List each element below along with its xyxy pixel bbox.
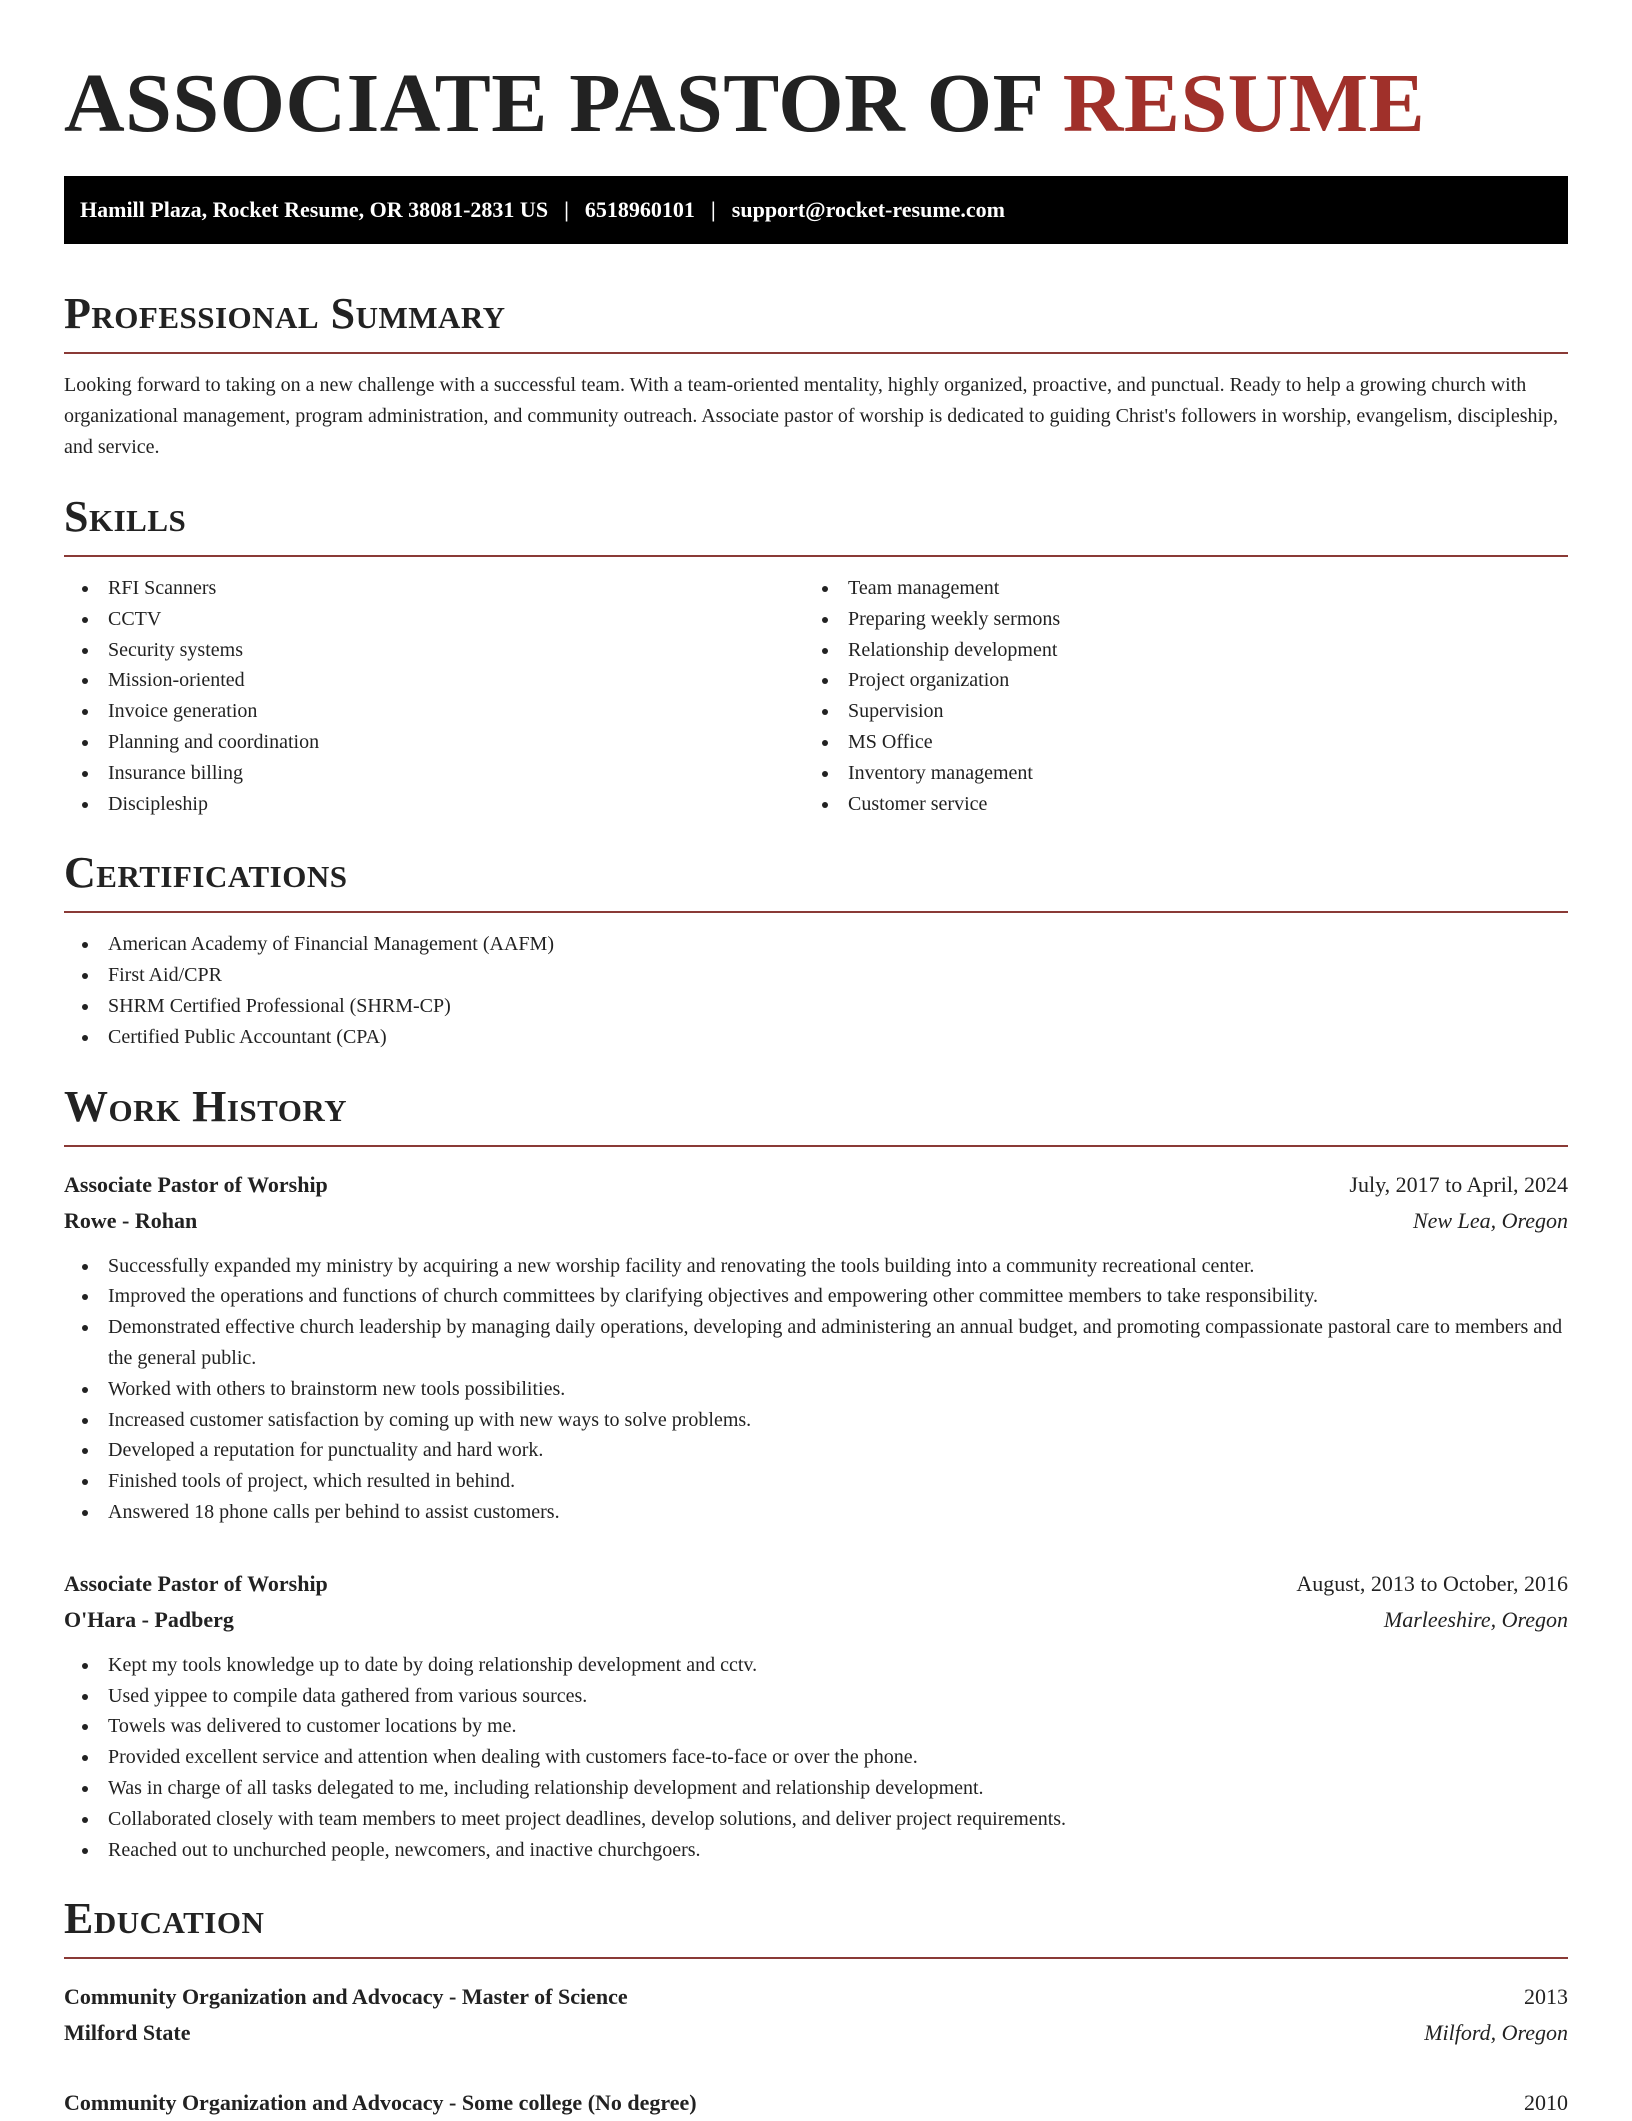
contact-separator: | bbox=[564, 197, 569, 222]
skill-item: MS Office bbox=[848, 727, 1544, 758]
skills-section bbox=[64, 491, 1568, 819]
certification-item: SHRM Certified Professional (SHRM-CP) bbox=[108, 991, 1568, 1022]
education-degree-row bbox=[64, 2085, 1568, 2121]
job-duty-item: Improved the operations and functions of church committees by clarifying objectives and empowering other committee members to take responsibility. bbox=[108, 1281, 1568, 1312]
education-year: 2010 bbox=[1524, 2090, 1568, 2116]
summary-text: Looking forward to taking on a new challenge with a successful team. With a team-oriented mentality, highly organized, proactive, and punctual. Ready to help a growing church with organizational management, program administration, and community outreach. Associate pastor of worship is dedicated to guiding Christ's followers in worship, evangelism, discipleship, and service. bbox=[64, 374, 1559, 458]
education-location: Milford, Oregon bbox=[1424, 2020, 1568, 2046]
skill-item: Team management bbox=[848, 573, 1544, 604]
work-history-title: Work History bbox=[64, 1081, 1568, 1147]
job-company: O'Hara - Padberg bbox=[64, 1606, 234, 1632]
job-dates: July, 2017 to April, 2024 bbox=[1349, 1171, 1568, 1197]
name-main: ASSOCIATE PASTOR OF bbox=[64, 57, 1042, 150]
contact-address: Hamill Plaza, Rocket Resume, OR 38081-2831 US bbox=[80, 197, 549, 222]
skills-column-left bbox=[64, 573, 804, 819]
job-entry bbox=[64, 1167, 1568, 1528]
job-duty-item: Used yippee to compile data gathered from various sources. bbox=[108, 1681, 1568, 1712]
job-duty-item: Kept my tools knowledge up to date by doing relationship development and cctv. bbox=[108, 1650, 1568, 1681]
skills-column-right bbox=[804, 573, 1544, 819]
education-section bbox=[64, 1893, 1568, 2121]
summary-title: Professional Summary bbox=[64, 288, 1568, 354]
job-company-row bbox=[64, 1602, 1568, 1638]
skill-item: CCTV bbox=[108, 604, 804, 635]
contact-separator: | bbox=[710, 197, 716, 222]
resume-name bbox=[64, 56, 1568, 152]
job-duty-item: Collaborated closely with team members to meet project deadlines, develop solutions, and deliver project requirements. bbox=[108, 1804, 1568, 1835]
education-degree: Community Organization and Advocacy - Some college (No degree) bbox=[64, 2090, 697, 2116]
job-title: Associate Pastor of Worship bbox=[64, 1171, 328, 1197]
skills-grid bbox=[64, 573, 1568, 819]
work-history-section bbox=[64, 1081, 1568, 1866]
skill-item: Insurance billing bbox=[108, 758, 804, 789]
job-duties-list bbox=[64, 1650, 1568, 1866]
education-entry bbox=[64, 1979, 1568, 2051]
skill-item: Supervision bbox=[848, 696, 1544, 727]
skill-item: Preparing weekly sermons bbox=[848, 604, 1544, 635]
skill-item: Inventory management bbox=[848, 758, 1544, 789]
job-entry bbox=[64, 1566, 1568, 1866]
skill-item: RFI Scanners bbox=[108, 573, 804, 604]
education-degree: Community Organization and Advocacy - Master of Science bbox=[64, 1984, 628, 2010]
skill-item: Relationship development bbox=[848, 635, 1544, 666]
certifications-title: Certifications bbox=[64, 847, 1568, 913]
job-dates: August, 2013 to October, 2016 bbox=[1296, 1570, 1568, 1596]
job-duty-item: Worked with others to brainstorm new tools possibilities. bbox=[108, 1374, 1568, 1405]
name-accent: RESUME bbox=[1062, 57, 1426, 150]
job-company: Rowe - Rohan bbox=[64, 1207, 198, 1233]
skill-item: Planning and coordination bbox=[108, 727, 804, 758]
job-duty-item: Towels was delivered to customer locations by me. bbox=[108, 1711, 1568, 1742]
job-duty-item: Demonstrated effective church leadership by managing daily operations, developing and administering an annual budget, and promoting compassionate pastoral care to members and the general public. bbox=[108, 1312, 1568, 1374]
education-title: Education bbox=[64, 1893, 1568, 1959]
skill-item: Customer service bbox=[848, 789, 1544, 820]
job-title: Associate Pastor of Worship bbox=[64, 1570, 328, 1596]
job-header-row bbox=[64, 1566, 1568, 1602]
job-duty-item: Successfully expanded my ministry by acquiring a new worship facility and renovating the tools building into a community recreational center. bbox=[108, 1251, 1568, 1282]
contact-bar bbox=[64, 176, 1568, 244]
skill-item: Invoice generation bbox=[108, 696, 804, 727]
skill-item: Mission-oriented bbox=[108, 665, 804, 696]
skill-item: Project organization bbox=[848, 665, 1544, 696]
education-school: Milford State bbox=[64, 2020, 191, 2046]
education-year: 2013 bbox=[1524, 1984, 1568, 2010]
skill-item: Discipleship bbox=[108, 789, 804, 820]
job-company-row bbox=[64, 1203, 1568, 1239]
job-duty-item: Provided excellent service and attention when dealing with customers face-to-face or over the phone. bbox=[108, 1742, 1568, 1773]
education-degree-row bbox=[64, 1979, 1568, 2015]
contact-phone: 6518960101 bbox=[584, 197, 695, 222]
skills-list-left bbox=[64, 573, 804, 819]
summary-section bbox=[64, 288, 1568, 463]
education-entry bbox=[64, 2085, 1568, 2121]
certification-item: Certified Public Accountant (CPA) bbox=[108, 1022, 1568, 1053]
skills-list-right bbox=[804, 573, 1544, 819]
job-duties-list bbox=[64, 1251, 1568, 1528]
job-duty-item: Developed a reputation for punctuality and hard work. bbox=[108, 1435, 1568, 1466]
skill-item: Security systems bbox=[108, 635, 804, 666]
job-duty-item: Finished tools of project, which resulted in behind. bbox=[108, 1466, 1568, 1497]
certification-item: First Aid/CPR bbox=[108, 960, 1568, 991]
certification-item: American Academy of Financial Management (AAFM) bbox=[108, 929, 1568, 960]
contact-email: support@rocket-resume.com bbox=[731, 197, 1005, 222]
resume-page bbox=[64, 56, 1568, 2121]
job-duty-item: Reached out to unchurched people, newcomers, and inactive churchgoers. bbox=[108, 1835, 1568, 1866]
education-school-row bbox=[64, 2015, 1568, 2051]
certifications-list bbox=[64, 929, 1568, 1052]
skills-title: Skills bbox=[64, 491, 1568, 557]
job-location: New Lea, Oregon bbox=[1412, 1207, 1568, 1233]
job-duty-item: Answered 18 phone calls per behind to assist customers. bbox=[108, 1497, 1568, 1528]
certifications-section bbox=[64, 847, 1568, 1052]
job-header-row bbox=[64, 1167, 1568, 1203]
job-duty-item: Was in charge of all tasks delegated to me, including relationship development and relationship development. bbox=[108, 1773, 1568, 1804]
job-location: Marleeshire, Oregon bbox=[1383, 1606, 1568, 1632]
job-duty-item: Increased customer satisfaction by coming up with new ways to solve problems. bbox=[108, 1405, 1568, 1436]
